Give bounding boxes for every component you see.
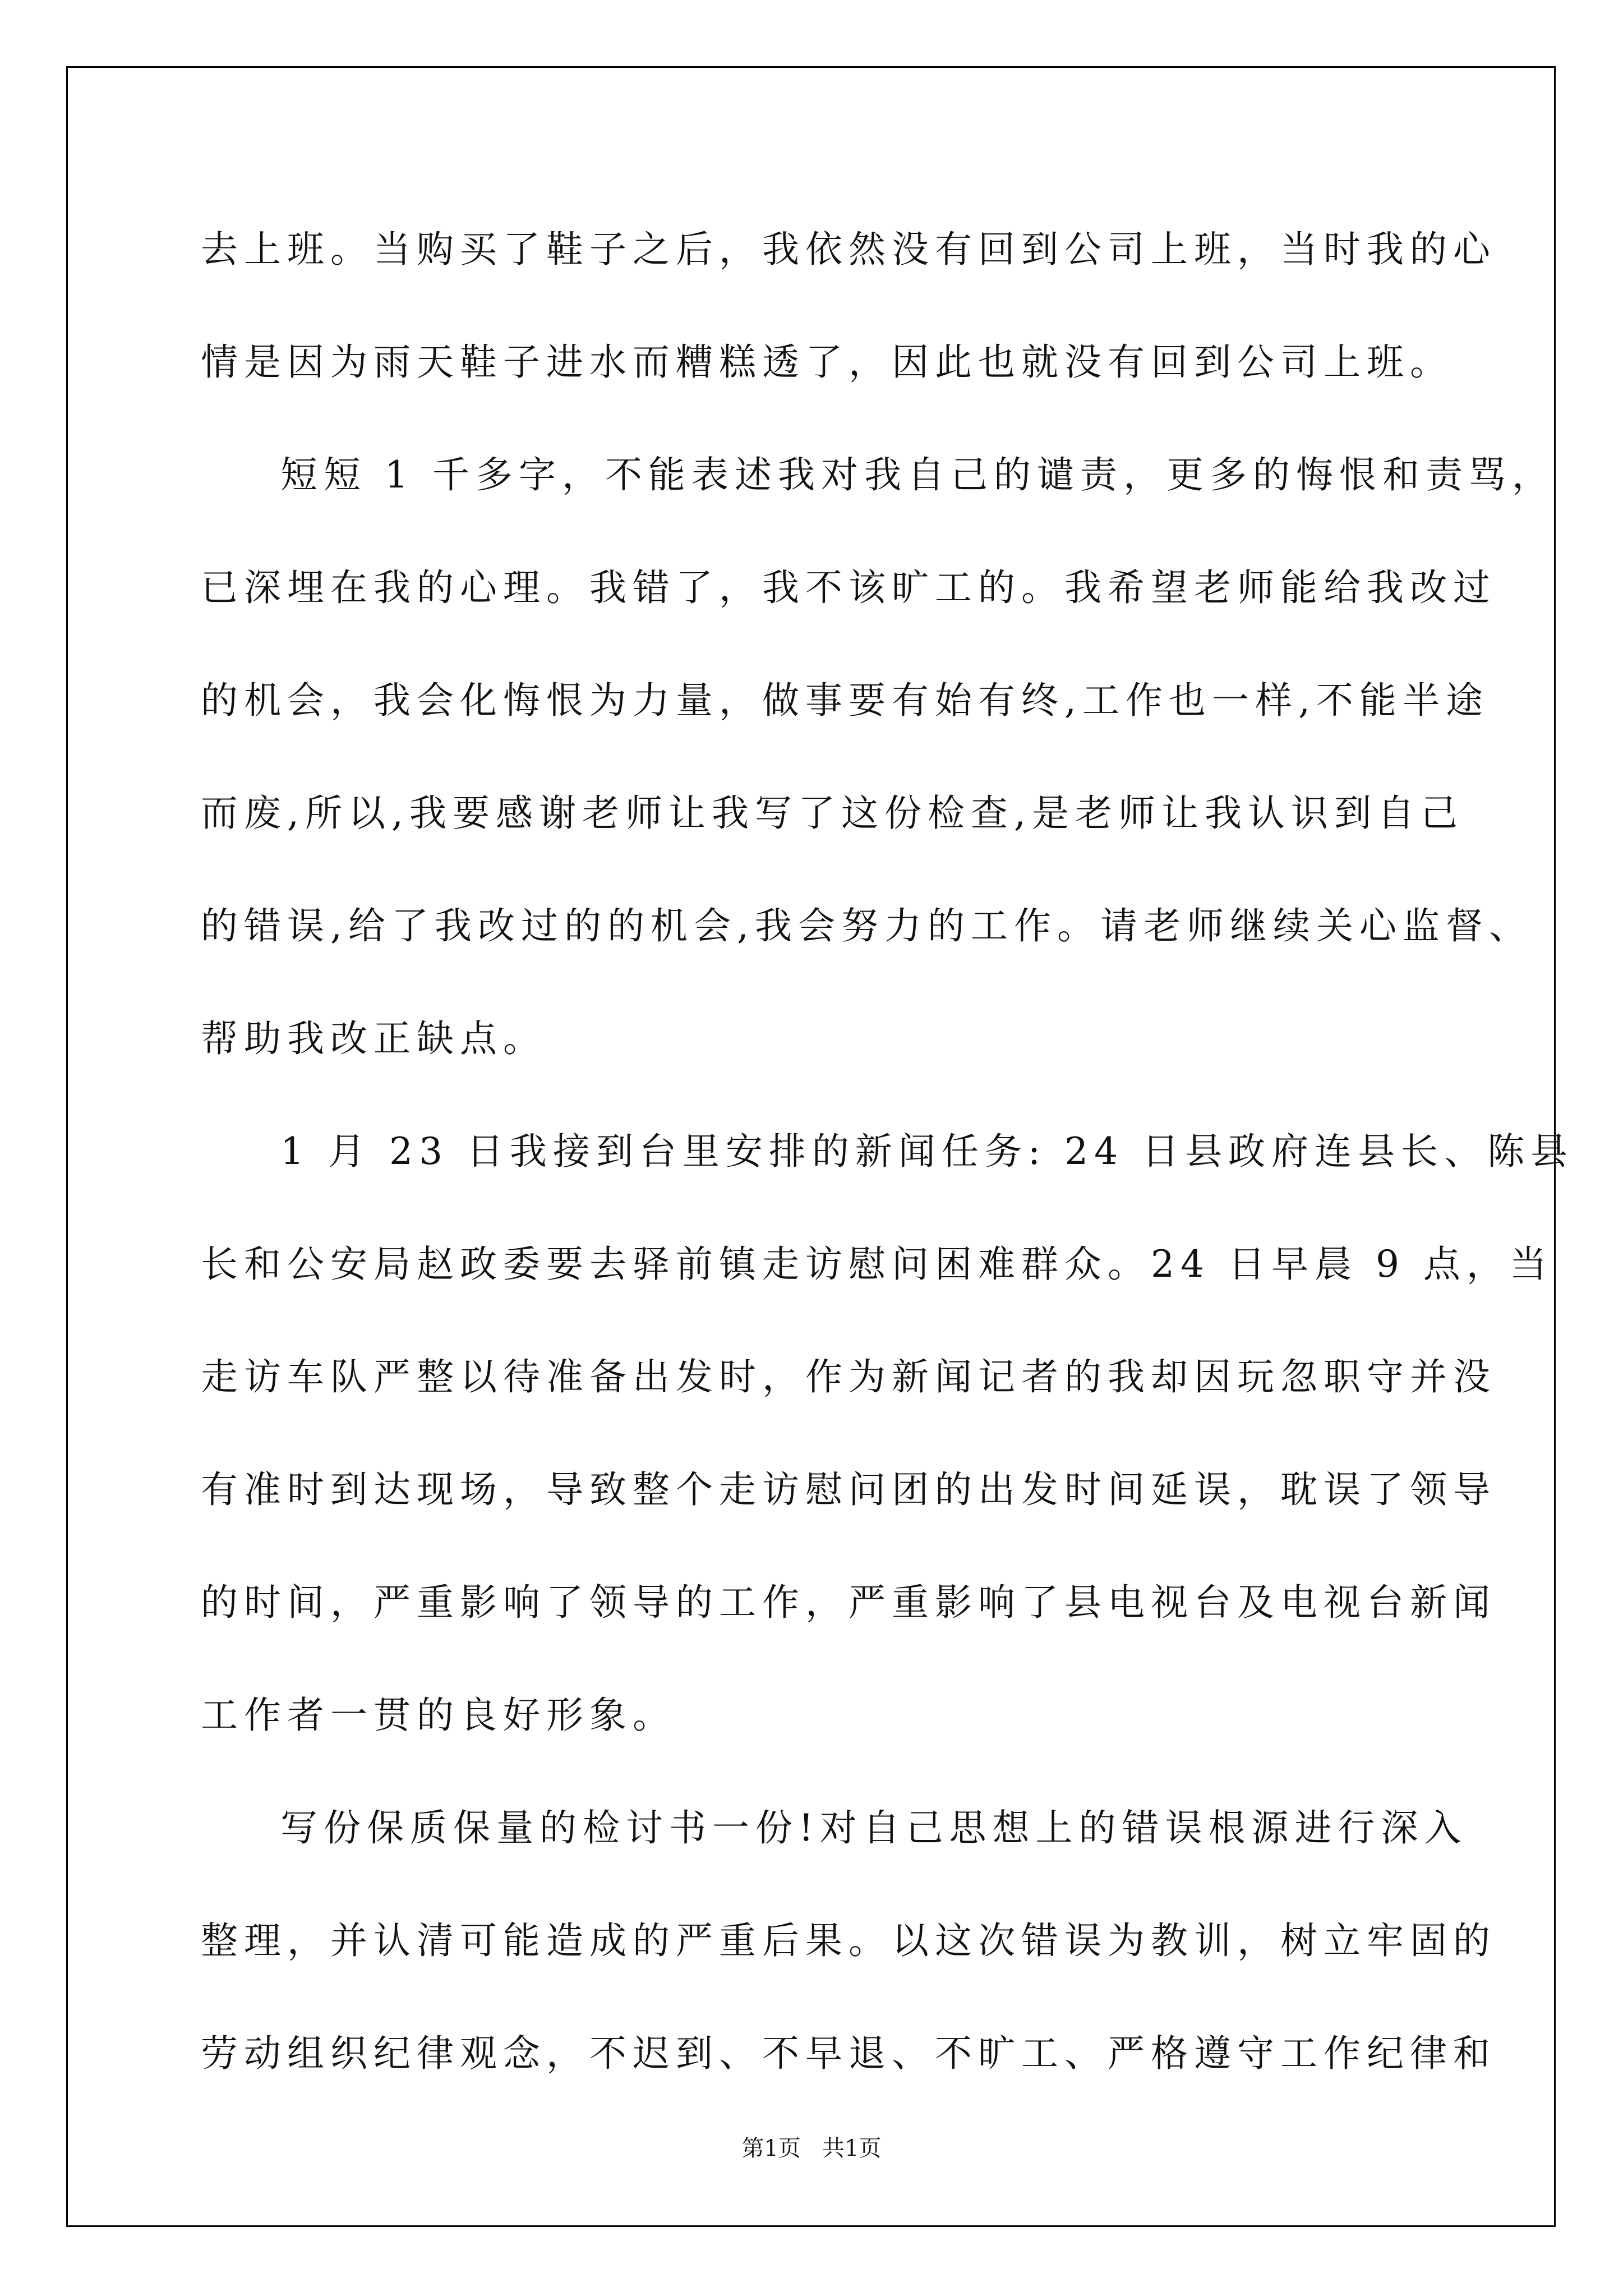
paragraph-start-line: 1 月 23 日我接到台里安排的新闻任务: 24 日县政府连县长、陈县 <box>280 1130 1574 1173</box>
text-line: 整理，并认清可能造成的严重后果。以这次错误为教训，树立牢固的 <box>201 1919 1496 1962</box>
page-footer: 第1页 共1页 <box>741 2136 882 2161</box>
text-line: 工作者一贯的良好形象。 <box>201 1694 676 1737</box>
text-line: 劳动组织纪律观念，不迟到、不早退、不旷工、严格遵守工作纪律和 <box>201 2032 1496 2075</box>
paragraph-start-line: 写份保质保量的检讨书一份!对自己思想上的错误根源进行深入 <box>280 1806 1468 1849</box>
text-line: 帮助我改正缺点。 <box>201 1017 546 1060</box>
text-line: 已深埋在我的心理。我错了，我不该旷工的。我希望老师能给我改过 <box>201 566 1496 609</box>
document-body <box>201 213 1574 2130</box>
text-line: 情是因为雨天鞋子进水而糟糕透了，因此也就没有回到公司上班。 <box>201 341 1453 384</box>
text-line: 而废,所以,我要感谢老师让我写了这份检查,是老师让我认识到自己 <box>201 792 1464 835</box>
text-line: 的错误,给了我改过的的机会,我会努力的工作。请老师继续关心监督、 <box>201 904 1532 947</box>
paragraph-start-line: 短短 1 千多字，不能表述我对我自己的谴责，更多的悔恨和责骂， <box>280 453 1555 496</box>
text-line: 的时间，严重影响了领导的工作，严重影响了县电视台及电视台新闻 <box>201 1581 1496 1624</box>
text-line: 去上班。当购买了鞋子之后，我依然没有回到公司上班，当时我的心 <box>201 228 1496 271</box>
text-line: 有准时到达现场，导致整个走访慰问团的出发时间延误，耽误了领导 <box>201 1468 1496 1511</box>
text-line: 长和公安局赵政委要去驿前镇走访慰问困难群众。24 日早晨 9 点，当 <box>201 1243 1553 1286</box>
text-line: 走访车队严整以待准备出发时，作为新闻记者的我却因玩忽职守并没 <box>201 1355 1496 1398</box>
text-line: 的机会，我会化悔恨为力量，做事要有始有终,工作也一样,不能半途 <box>201 679 1489 722</box>
